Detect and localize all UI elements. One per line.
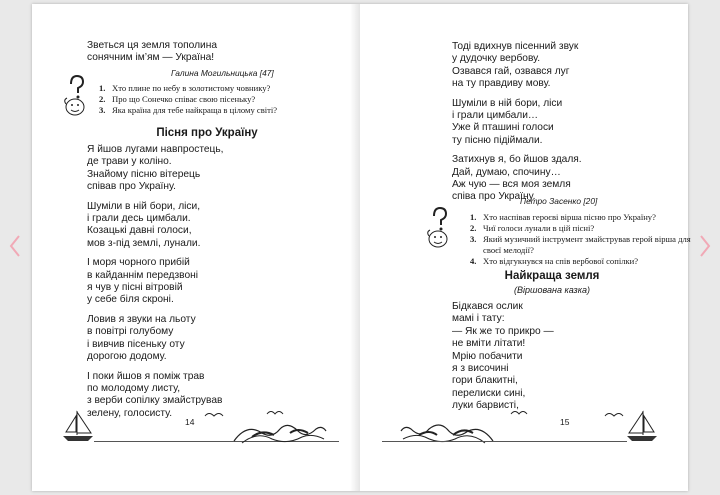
intro-lines xyxy=(87,40,217,65)
seagull-icon xyxy=(604,410,624,420)
poem-line: я з височині xyxy=(452,363,509,375)
poem-body xyxy=(452,41,582,211)
question-item: 1. Хто наспівав героєві вірша пісню про Україну? xyxy=(470,212,656,222)
prev-page-arrow[interactable] xyxy=(9,234,21,258)
right-page xyxy=(360,4,691,491)
footer-line xyxy=(382,441,627,442)
poem-body xyxy=(87,144,224,427)
poem-line: Ловив я звуки на льоту xyxy=(87,313,196,325)
seagull-icon xyxy=(266,408,284,417)
poem-title: Пісня про Україну xyxy=(156,127,258,139)
stanza xyxy=(87,201,224,251)
question-item: 3. Яка країна для тебе найкраща в цілому світі? xyxy=(99,105,278,115)
poem-line: сонячним ім’ям — Україна! xyxy=(87,52,215,64)
story-body xyxy=(452,301,554,413)
poem-line: Тоді вдихнув пісенний звук xyxy=(452,41,579,52)
poem-line: зелену, голосисту. xyxy=(87,407,173,419)
poem-line: в кайданнім передзвоні xyxy=(87,269,198,281)
poem-line: дорогою додому. xyxy=(87,351,167,363)
poem-line: і грали десь цимбали. xyxy=(87,213,191,225)
poem-line: І моря чорного прибій xyxy=(87,257,190,269)
poem-line: мамі і тату: xyxy=(452,313,505,325)
story-title: Найкраща земля xyxy=(504,270,600,282)
poem-line: у дудочку вербову. xyxy=(452,53,541,65)
story-subtitle: (Віршована казка) xyxy=(514,285,590,295)
stanza xyxy=(87,257,224,307)
poem-line: мов з-під землі, лунали. xyxy=(87,237,201,249)
poem-line: Козацькі давні голоси, xyxy=(87,225,192,237)
stanza xyxy=(452,98,582,148)
poem-line: Знайому пісню вітерець xyxy=(87,168,201,180)
seagull-icon xyxy=(510,408,528,417)
poem-line: де трави у коліно. xyxy=(87,156,172,168)
poem-line: Озвався гай, озвався луг xyxy=(452,65,570,77)
poem-line: Уже й пташині голоси xyxy=(452,122,554,134)
poem-line: Мрію побачити xyxy=(452,350,523,362)
poem-line: не вміти літати! xyxy=(452,338,526,350)
next-page-arrow[interactable] xyxy=(699,234,711,258)
waves-icon xyxy=(232,419,327,449)
poem-line: луки барвисті, xyxy=(452,400,519,412)
book-spread xyxy=(32,4,691,491)
questions-list xyxy=(470,212,691,267)
poem-line: Аж чую — вся моя земля xyxy=(452,179,571,191)
stanza xyxy=(452,41,582,91)
intro-attribution: Галина Могильницька [47] xyxy=(171,68,274,78)
question-item: 2. Про що Сонечко співає свою пісеньку? xyxy=(99,94,256,104)
question-item: 4. Хто відгукнувся на спів вербової сопілки? xyxy=(470,256,639,266)
poem-line: в повітрі голубому xyxy=(87,326,174,338)
poem-line: у себе біля скроні. xyxy=(87,294,174,306)
page-number: 15 xyxy=(560,417,570,427)
left-page xyxy=(32,4,360,491)
poem-attribution: Петро Засенко [20] xyxy=(520,196,598,206)
poem-line: Шуміли в ній бори, ліси, xyxy=(87,200,201,212)
questions-list xyxy=(99,83,277,116)
thinking-face-icon xyxy=(425,206,455,250)
sailboat-icon xyxy=(60,408,98,444)
poem-line: перелиски сині, xyxy=(452,387,526,399)
question-item-continued: своєї мелодії? xyxy=(483,245,534,255)
question-item: 2. Чиї голоси лунали в цій пісні? xyxy=(470,223,595,233)
poem-line: по молодому листу, xyxy=(87,382,181,394)
poem-line: І поки йшов я поміж трав xyxy=(87,370,205,382)
poem-line: співа про Україну. xyxy=(452,191,536,203)
poem-line: Затихнув я, бо йшов здаля. xyxy=(452,154,582,166)
thinking-face-icon xyxy=(62,74,92,118)
poem-line: і вивчив пісеньку оту xyxy=(87,338,185,350)
poem-line: Бідкався ослик xyxy=(452,301,523,312)
seagull-icon xyxy=(204,410,224,420)
question-item: 1. Хто плине по небу в золотистому човнику? xyxy=(99,83,271,93)
poem-line: і грали цимбали… xyxy=(452,110,539,122)
poem-line: гори блакитні, xyxy=(452,375,518,387)
waves-icon xyxy=(400,419,495,449)
poem-line: ту пісню підіймали. xyxy=(452,134,543,146)
stanza xyxy=(87,144,224,194)
poem-line: — Як же то прикро — xyxy=(452,325,554,337)
stanza xyxy=(87,314,224,364)
poem-line: Зветься ця земля тополина xyxy=(87,40,217,51)
poem-line: співав про Україну. xyxy=(87,181,176,193)
poem-line: Я йшов лугами навпростець, xyxy=(87,144,224,155)
sailboat-icon xyxy=(622,408,660,444)
poem-line: з верби сопілку змайстрував xyxy=(87,395,223,407)
page-number: 14 xyxy=(185,417,195,427)
poem-line: я чув у пісні вітровій xyxy=(87,282,183,294)
poem-line: Шуміли в ній бори, ліси xyxy=(452,97,563,109)
question-item: 3. Який музичний інструмент змайстрував герой вірша для xyxy=(470,234,691,244)
poem-line: на ту правдиву мову. xyxy=(452,78,551,90)
poem-line: Дай, думаю, спочину… xyxy=(452,166,561,178)
